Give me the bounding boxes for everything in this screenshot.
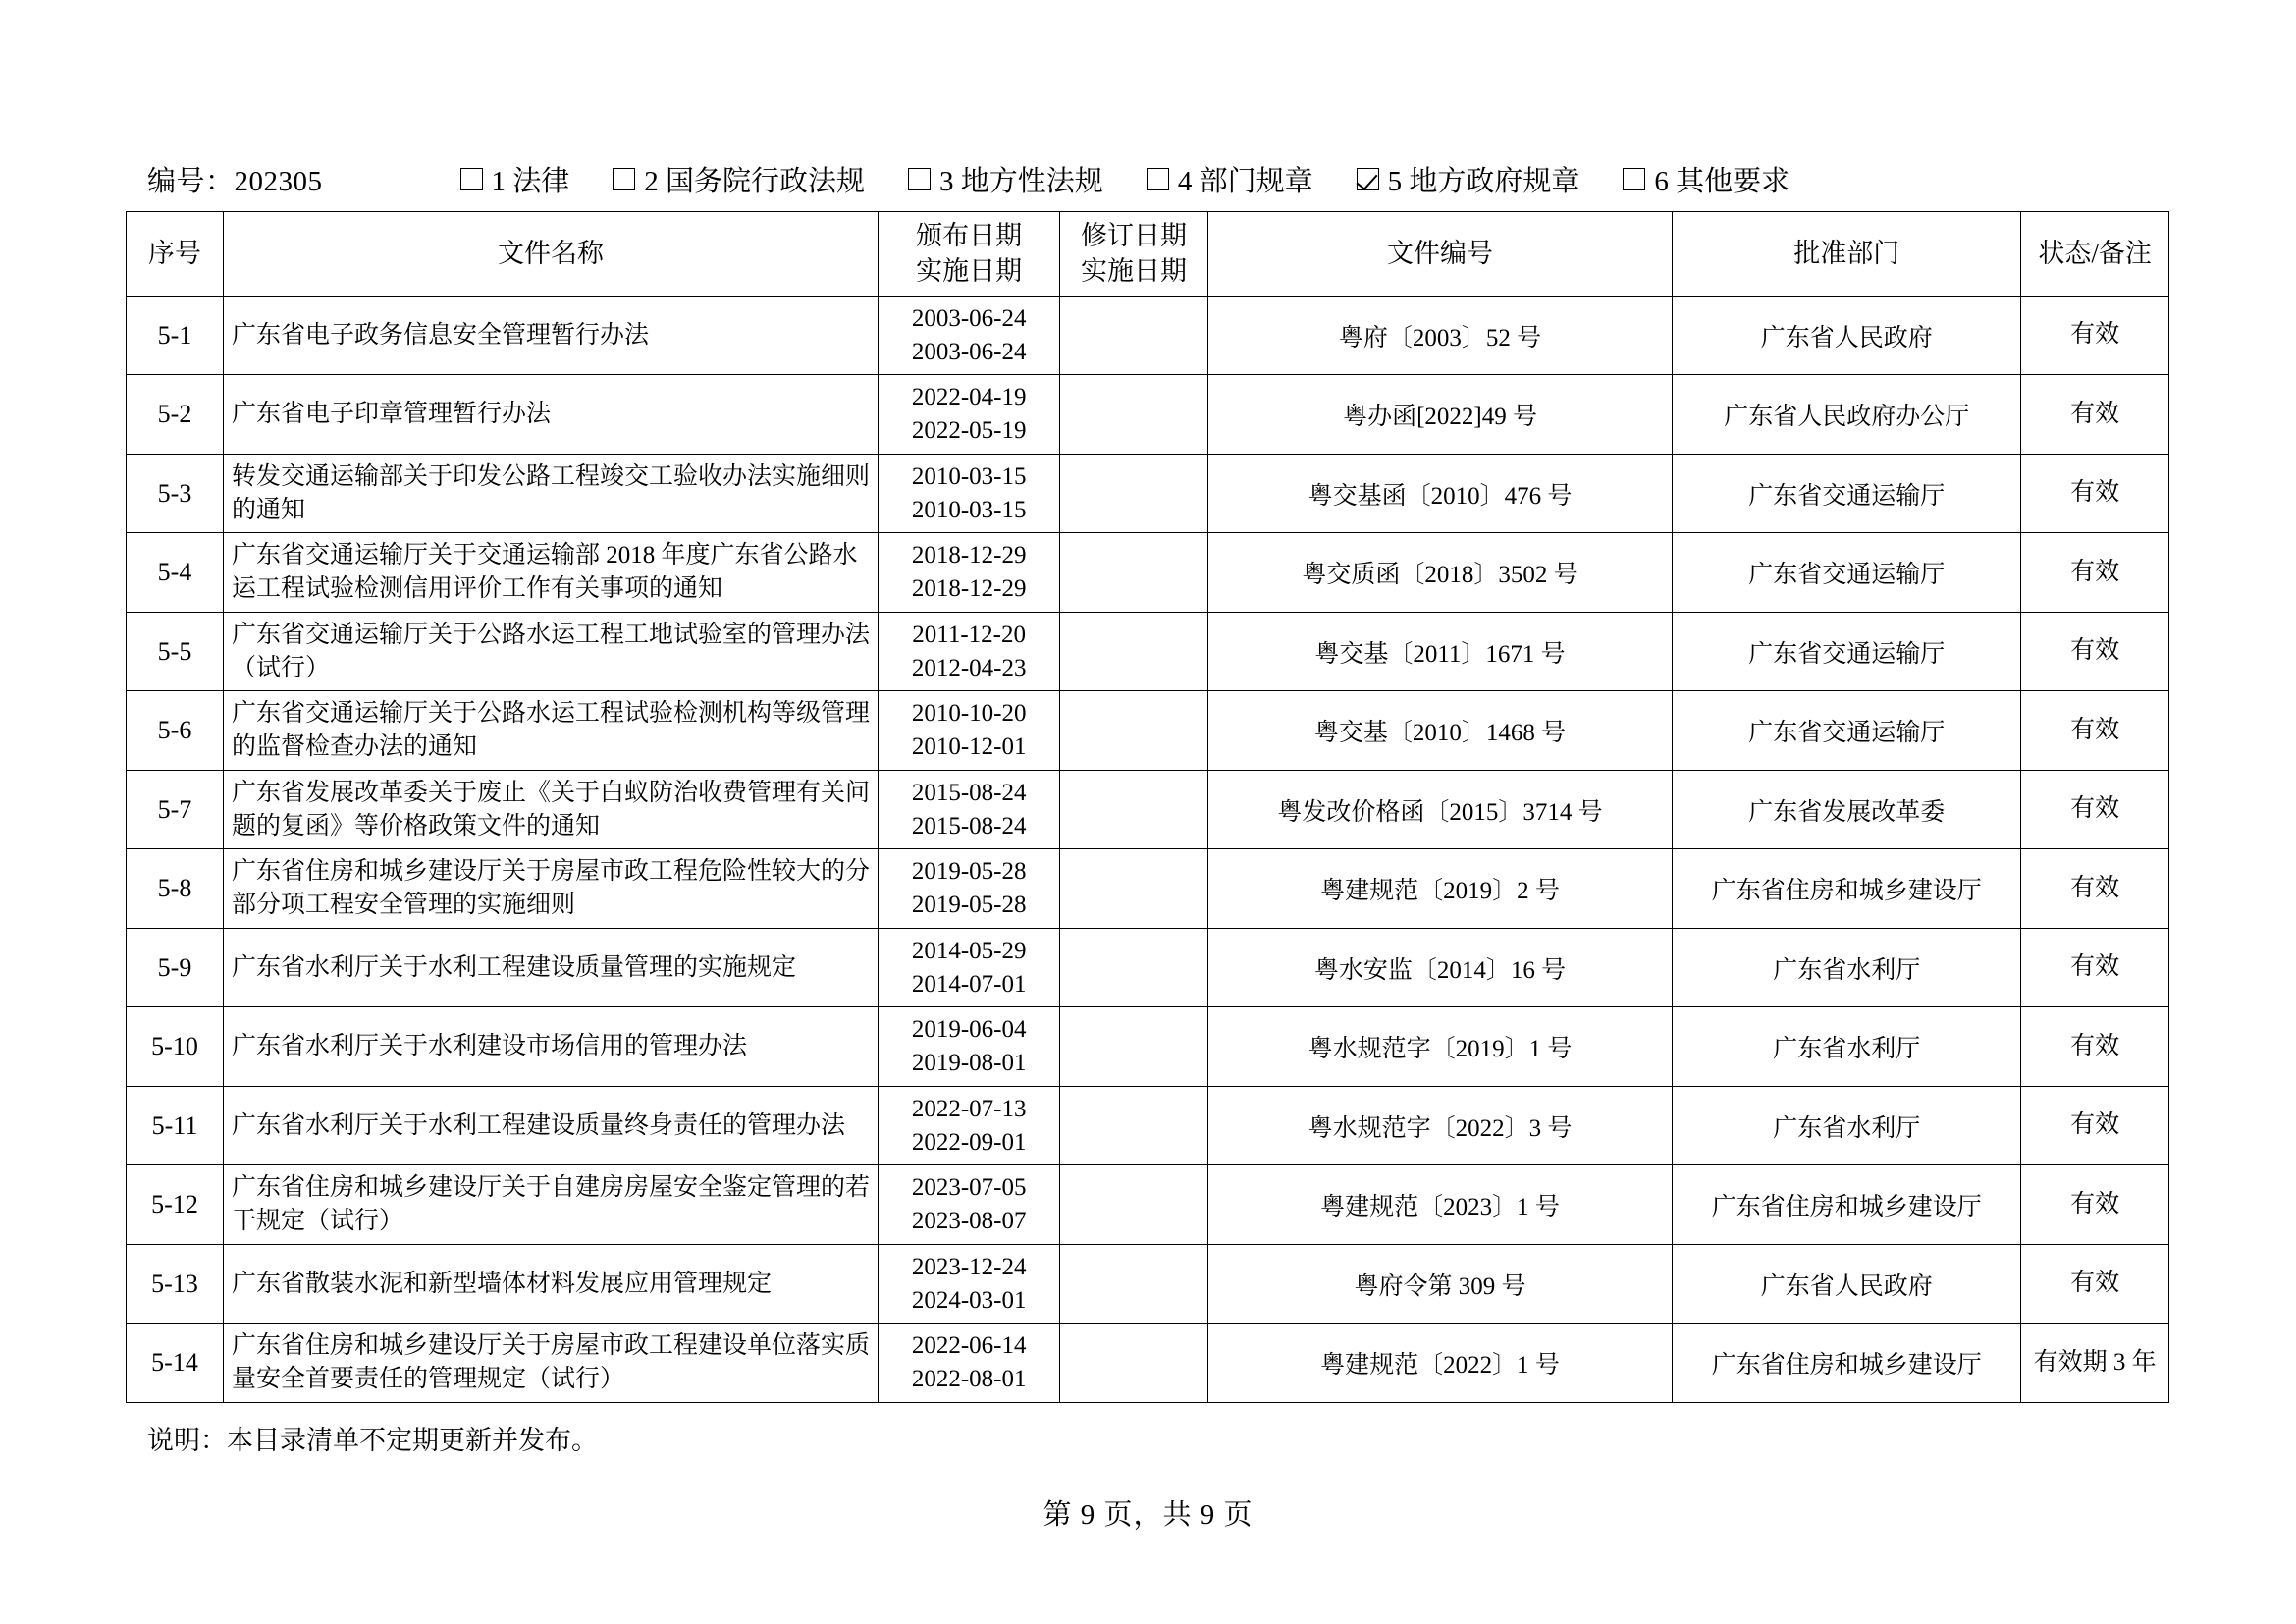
cell-doc-no: 粤办函[2022]49 号 [1207,375,1672,455]
cell-revise-date [1060,375,1208,455]
col-header-issue-date [879,212,1060,297]
cell-revise-date [1060,1165,1208,1245]
checkbox-icon[interactable] [1623,168,1645,190]
cell-doc-no: 粤发改价格函〔2015〕3714 号 [1207,770,1672,849]
table-row [127,533,2169,613]
cell-seq: 5-10 [127,1007,224,1087]
issue-date: 2015-08-24 [911,779,1027,806]
cell-doc-no: 粤水规范字〔2022〕3 号 [1207,1086,1672,1165]
cell-issue-date [879,691,1060,771]
effective-date: 2022-08-01 [911,1366,1027,1393]
col-header-line: 文件名称 [498,239,605,269]
cell-name: 广东省电子政务信息安全管理暂行办法 [223,296,878,375]
cell-doc-no: 粤建规范〔2022〕1 号 [1207,1324,1672,1403]
cell-seq: 5-13 [127,1244,224,1324]
cell-seq: 5-3 [127,454,224,533]
footnote: 说明：本目录清单不定期更新并发布。 [147,1426,598,1455]
cell-revise-date [1060,533,1208,613]
checkbox-icon[interactable] [460,168,483,190]
table-row [127,928,2169,1007]
cell-status: 有效 [2021,1007,2169,1087]
col-header-doc-no [1207,212,1672,297]
cell-issue-date [879,849,1060,929]
cell-name: 广东省交通运输厅关于公路水运工程试验检测机构等级管理的监督检查办法的通知 [223,691,878,771]
category-option-label: 2 国务院行政法规 [644,166,866,197]
cell-dept: 广东省交通运输厅 [1673,454,2021,533]
category-option-5[interactable] [1357,159,1580,199]
checkbox-icon[interactable] [613,168,635,190]
issue-date: 2018-12-29 [911,542,1027,569]
col-header-line: 状态/备注 [2038,238,2152,268]
effective-date: 2018-12-29 [911,575,1027,603]
effective-date: 2022-09-01 [911,1128,1027,1156]
cell-name: 广东省发展改革委关于废止《关于白蚁防治收费管理有关问题的复函》等价格政策文件的通知 [223,770,878,849]
col-header-line: 实施日期 [916,256,1023,287]
issue-date: 2022-06-14 [911,1332,1027,1360]
cell-revise-date [1060,1244,1208,1324]
cell-revise-date [1060,770,1208,849]
cell-issue-date [879,928,1060,1007]
table-row [127,691,2169,771]
cell-status: 有效 [2021,1244,2169,1324]
issue-date: 2023-12-24 [911,1253,1027,1280]
issue-date: 2011-12-20 [912,621,1026,648]
cell-name: 广东省散装水泥和新型墙体材料发展应用管理规定 [223,1244,878,1324]
effective-date: 2014-07-01 [911,970,1027,998]
cell-issue-date [879,1086,1060,1165]
cell-name: 广东省水利厅关于水利工程建设质量管理的实施规定 [223,928,878,1007]
cell-seq: 5-11 [127,1086,224,1165]
cell-status: 有效 [2021,691,2169,771]
cell-doc-no: 粤府〔2003〕52 号 [1207,296,1672,375]
cell-dept: 广东省水利厅 [1673,928,2021,1007]
category-option-label: 6 其他要求 [1654,166,1790,197]
cell-doc-no: 粤水规范字〔2019〕1 号 [1207,1007,1672,1087]
effective-date: 2012-04-23 [911,654,1027,681]
document-header [147,159,2149,199]
category-option-label: 3 地方性法规 [939,166,1103,197]
issue-date: 2010-10-20 [911,700,1027,728]
cell-dept: 广东省住房和城乡建设厅 [1673,1165,2021,1245]
cell-status: 有效 [2021,454,2169,533]
cell-name: 转发交通运输部关于印发公路工程竣交工验收办法实施细则的通知 [223,454,878,533]
cell-doc-no: 粤建规范〔2023〕1 号 [1207,1165,1672,1245]
cell-name: 广东省交通运输厅关于交通运输部 2018 年度广东省公路水运工程试验检测信用评价工作有关事项的通知 [223,533,878,613]
issue-date: 2019-05-28 [911,858,1027,886]
issue-date: 2014-05-29 [911,937,1027,964]
checkbox-checked-icon[interactable] [1357,168,1379,190]
issue-date: 2022-07-13 [911,1095,1027,1122]
cell-dept: 广东省交通运输厅 [1673,691,2021,771]
cell-seq: 5-5 [127,612,224,691]
cell-status: 有效 [2021,375,2169,455]
effective-date: 2010-03-15 [911,496,1027,523]
issue-date: 2003-06-24 [911,304,1027,332]
cell-dept: 广东省发展改革委 [1673,770,2021,849]
cell-revise-date [1060,454,1208,533]
table-row [127,375,2169,455]
cell-status: 有效 [2021,612,2169,691]
col-header-dept [1673,212,2021,297]
cell-status: 有效 [2021,849,2169,929]
effective-date: 2010-12-01 [911,733,1027,761]
table-row [127,1007,2169,1087]
effective-date: 2024-03-01 [911,1286,1027,1314]
doc-number: 编号：202305 [147,166,323,197]
table-row [127,1324,2169,1403]
cell-revise-date [1060,1086,1208,1165]
effective-date: 2023-08-07 [911,1208,1027,1235]
cell-seq: 5-4 [127,533,224,613]
cell-name: 广东省住房和城乡建设厅关于房屋市政工程建设单位落实质量安全首要责任的管理规定（试行） [223,1324,878,1403]
col-header-line: 批准部门 [1793,238,1900,268]
table-row [127,770,2169,849]
category-option-label: 1 法律 [491,166,570,197]
table-row [127,296,2169,375]
cell-revise-date [1060,928,1208,1007]
cell-issue-date [879,1165,1060,1245]
cell-seq: 5-1 [127,296,224,375]
cell-seq: 5-9 [127,928,224,1007]
cell-seq: 5-14 [127,1324,224,1403]
category-checkbox-list [460,159,1790,199]
cell-dept: 广东省人民政府办公厅 [1673,375,2021,455]
table-row [127,849,2169,929]
cell-status: 有效 [2021,296,2169,375]
table-row [127,612,2169,691]
table-row [127,1086,2169,1165]
cell-dept: 广东省水利厅 [1673,1086,2021,1165]
col-header-line: 序号 [147,238,201,268]
issue-date: 2022-04-19 [911,384,1027,411]
category-option-label: 4 部门规章 [1177,166,1313,197]
cell-doc-no: 粤交基〔2010〕1468 号 [1207,691,1672,771]
cell-name: 广东省电子印章管理暂行办法 [223,375,878,455]
cell-issue-date [879,375,1060,455]
cell-doc-no: 粤建规范〔2019〕2 号 [1207,849,1672,929]
col-header-line: 实施日期 [1080,256,1187,287]
issue-date: 2023-07-05 [911,1174,1027,1202]
col-header-status [2021,212,2169,297]
cell-revise-date [1060,612,1208,691]
cell-dept: 广东省人民政府 [1673,296,2021,375]
issue-date: 2019-06-04 [911,1016,1027,1044]
regulation-table [126,211,2169,1403]
effective-date: 2015-08-24 [911,812,1027,839]
table-header-row [127,212,2169,297]
cell-name: 广东省水利厅关于水利工程建设质量终身责任的管理办法 [223,1086,878,1165]
col-header-name [223,212,878,297]
cell-revise-date [1060,296,1208,375]
cell-status: 有效 [2021,1086,2169,1165]
cell-doc-no: 粤交基〔2011〕1671 号 [1207,612,1672,691]
cell-seq: 5-6 [127,691,224,771]
cell-revise-date [1060,1324,1208,1403]
col-header-line: 修订日期 [1080,221,1187,250]
table-body [127,296,2169,1402]
effective-date: 2003-06-24 [911,338,1027,365]
page-indicator: 第 9 页，共 9 页 [1042,1499,1254,1531]
category-option-label: 5 地方政府规章 [1387,166,1580,197]
effective-date: 2019-08-01 [911,1050,1027,1077]
cell-revise-date [1060,1007,1208,1087]
cell-status: 有效 [2021,928,2169,1007]
cell-status: 有效 [2021,1165,2169,1245]
cell-name: 广东省住房和城乡建设厅关于房屋市政工程危险性较大的分部分项工程安全管理的实施细则 [223,849,878,929]
category-option-2[interactable] [613,159,865,199]
table-row [127,1165,2169,1245]
cell-seq: 5-7 [127,770,224,849]
col-header-line: 颁布日期 [916,221,1023,250]
category-option-1[interactable] [460,159,570,199]
issue-date: 2010-03-15 [911,462,1027,490]
cell-dept: 广东省交通运输厅 [1673,533,2021,613]
cell-name: 广东省住房和城乡建设厅关于自建房房屋安全鉴定管理的若干规定（试行） [223,1165,878,1245]
cell-seq: 5-8 [127,849,224,929]
cell-dept: 广东省交通运输厅 [1673,612,2021,691]
cell-issue-date [879,1007,1060,1087]
cell-dept: 广东省水利厅 [1673,1007,2021,1087]
cell-dept: 广东省住房和城乡建设厅 [1673,1324,2021,1403]
cell-status: 有效 [2021,533,2169,613]
effective-date: 2022-05-19 [911,417,1027,445]
col-header-seq [127,212,224,297]
cell-seq: 5-2 [127,375,224,455]
category-option-3[interactable] [908,159,1103,199]
table-row [127,454,2169,533]
checkbox-icon[interactable] [908,168,931,190]
cell-name: 广东省水利厅关于水利建设市场信用的管理办法 [223,1007,878,1087]
cell-name: 广东省交通运输厅关于公路水运工程工地试验室的管理办法（试行） [223,612,878,691]
cell-doc-no: 粤府令第 309 号 [1207,1244,1672,1324]
table-header [127,212,2169,297]
cell-doc-no: 粤交基函〔2010〕476 号 [1207,454,1672,533]
category-option-6[interactable] [1623,159,1789,199]
cell-revise-date [1060,849,1208,929]
cell-issue-date [879,533,1060,613]
cell-doc-no: 粤交质函〔2018〕3502 号 [1207,533,1672,613]
table-row [127,1244,2169,1324]
col-header-line: 文件编号 [1387,238,1494,268]
checkbox-icon[interactable] [1147,168,1169,190]
cell-revise-date [1060,691,1208,771]
cell-issue-date [879,770,1060,849]
cell-doc-no: 粤水安监〔2014〕16 号 [1207,928,1672,1007]
cell-issue-date [879,1244,1060,1324]
cell-issue-date [879,296,1060,375]
cell-dept: 广东省住房和城乡建设厅 [1673,849,2021,929]
col-header-revise-date [1060,212,1208,297]
cell-status: 有效 [2021,770,2169,849]
category-option-4[interactable] [1147,159,1313,199]
cell-issue-date [879,612,1060,691]
cell-dept: 广东省人民政府 [1673,1244,2021,1324]
effective-date: 2019-05-28 [911,892,1027,919]
cell-status: 有效期 3 年 [2021,1324,2169,1403]
cell-issue-date [879,454,1060,533]
cell-issue-date [879,1324,1060,1403]
cell-seq: 5-12 [127,1165,224,1245]
